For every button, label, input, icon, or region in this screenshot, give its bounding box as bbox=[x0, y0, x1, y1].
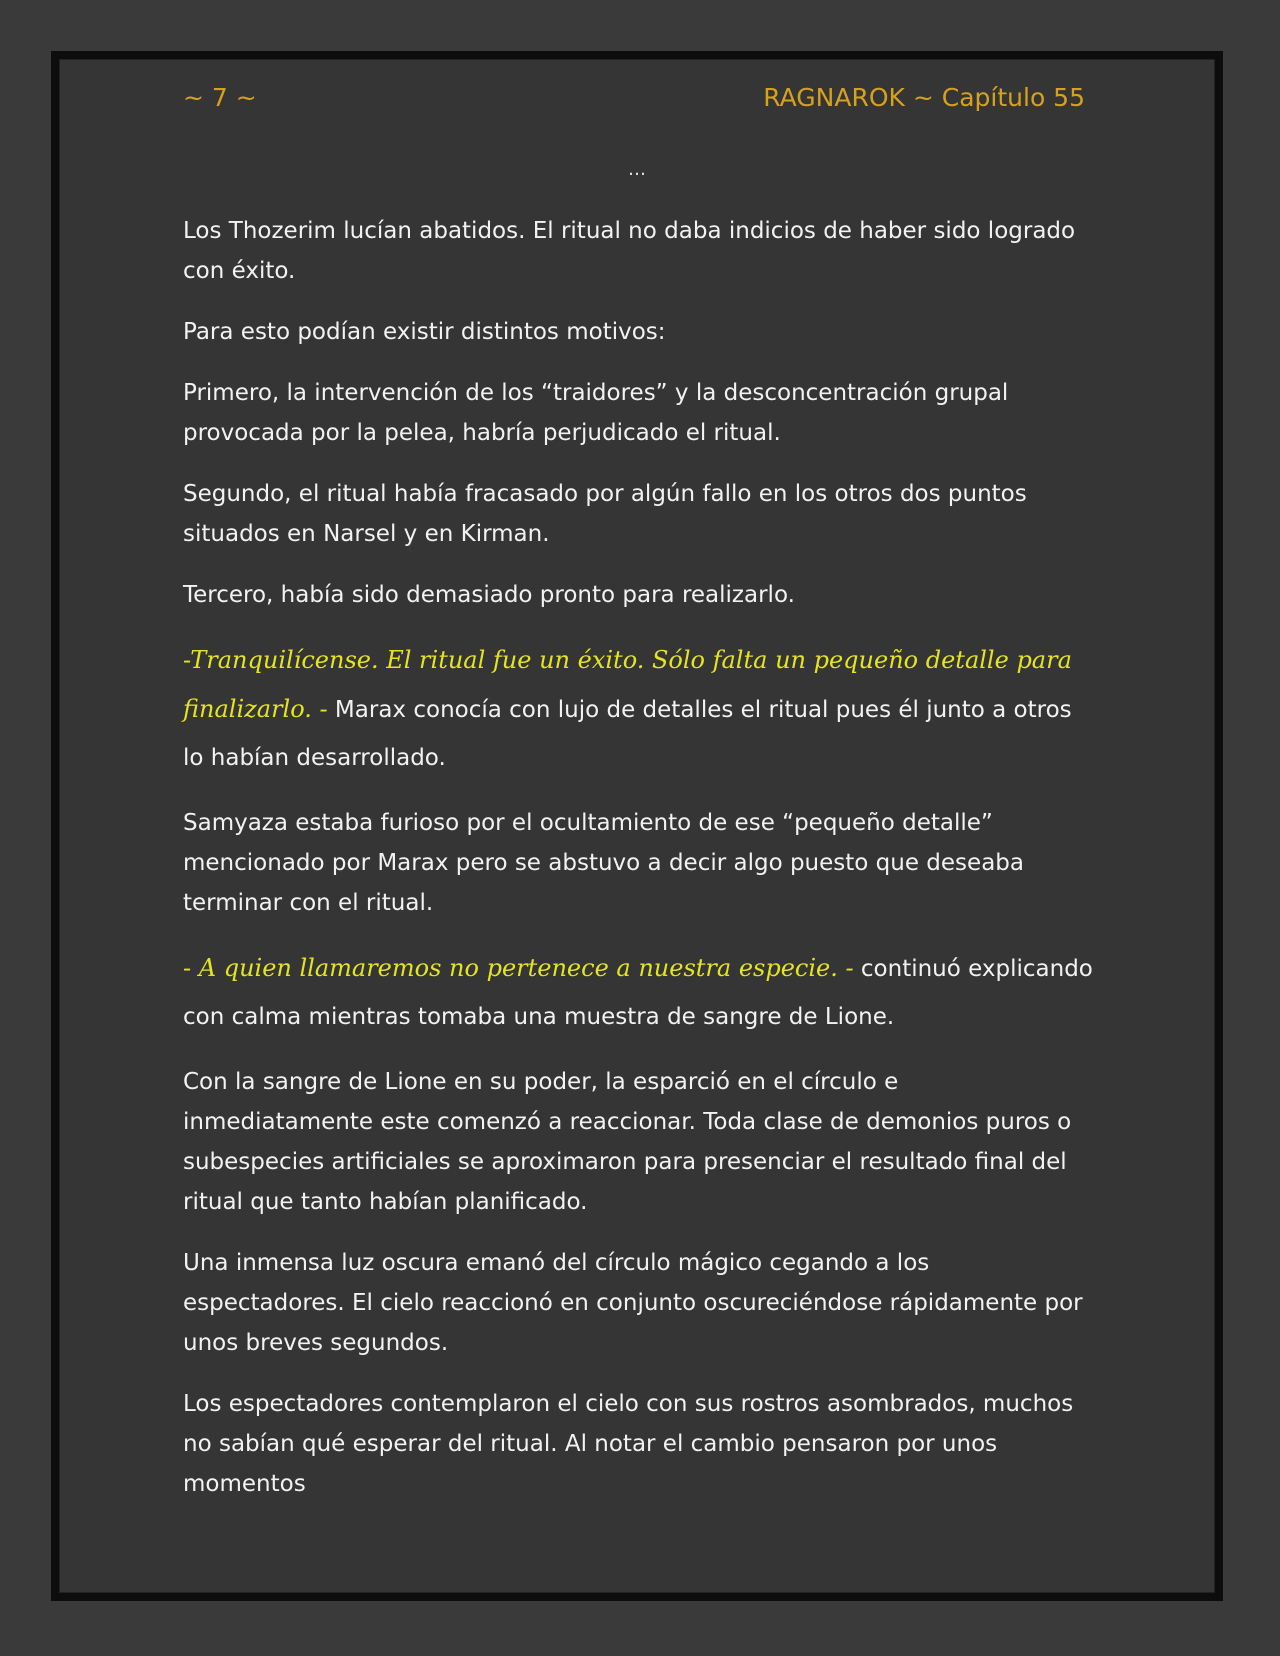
page-number: ~ 7 ~ bbox=[183, 83, 257, 112]
paragraph: Los Thozerim lucían abatidos. El ritual no daba indicios de haber sido logrado con éxito. bbox=[183, 218, 1076, 284]
book-page bbox=[51, 51, 1223, 1601]
paragraph: Con la sangre de Lione en su poder, la esparció en el círculo e inmediatamente este comenzó a reaccionar. Toda clase de demonios puros o subespecies artificiales se aproximaron para presenciar el resultado final del ritual que tanto habían planificado. bbox=[183, 1069, 1072, 1215]
paragraph: Primero, la intervención de los “traidores” y la desconcentración grupal provocada por la pelea, habría perjudicado el ritual. bbox=[183, 380, 1009, 446]
narration-text: Marax conocía con lujo de detalles el ritual pues él junto a otros lo habían desarrollado. bbox=[183, 697, 1072, 771]
paragraph: Samyaza estaba furioso por el ocultamiento de ese “pequeño detalle” mencionado por Marax pero se abstuvo a decir algo puesto que deseaba terminar con el ritual. bbox=[183, 810, 1024, 916]
page-header bbox=[183, 83, 1085, 119]
paragraph: Tercero, había sido demasiado pronto para realizarlo. bbox=[183, 582, 795, 608]
dialog-paragraph bbox=[183, 944, 1095, 1041]
paragraph: Segundo, el ritual había fracasado por algún fallo en los otros dos puntos situados en Narsel y en Kirman. bbox=[183, 481, 1027, 547]
narration-text: continuó explicando con calma mientras tomaba una muestra de sangre de Lione. bbox=[183, 956, 1093, 1030]
dialog-speech: - A quien llamaremos no pertenece a nuestra especie. - bbox=[183, 954, 854, 982]
paragraph: Los espectadores contemplaron el cielo con sus rostros asombrados, muchos no sabían qué esperar del ritual. Al notar el cambio pensaron por unos momentos bbox=[183, 1391, 1074, 1497]
running-title: RAGNAROK ~ Capítulo 55 bbox=[763, 83, 1085, 112]
paragraph: Para esto podían existir distintos motivos: bbox=[183, 319, 666, 345]
dialog-speech: -Tranquilícense. El ritual fue un éxito. Sólo falta un pequeño detalle para finalizarlo. - bbox=[183, 646, 1072, 723]
page-body bbox=[183, 211, 1095, 1525]
scene-separator: … bbox=[628, 159, 646, 180]
dialog-paragraph bbox=[183, 636, 1095, 782]
paragraph: Una inmensa luz oscura emanó del círculo mágico cegando a los espectadores. El cielo reaccionó en conjunto oscureciéndose rápidamente por unos breves segundos. bbox=[183, 1250, 1083, 1356]
